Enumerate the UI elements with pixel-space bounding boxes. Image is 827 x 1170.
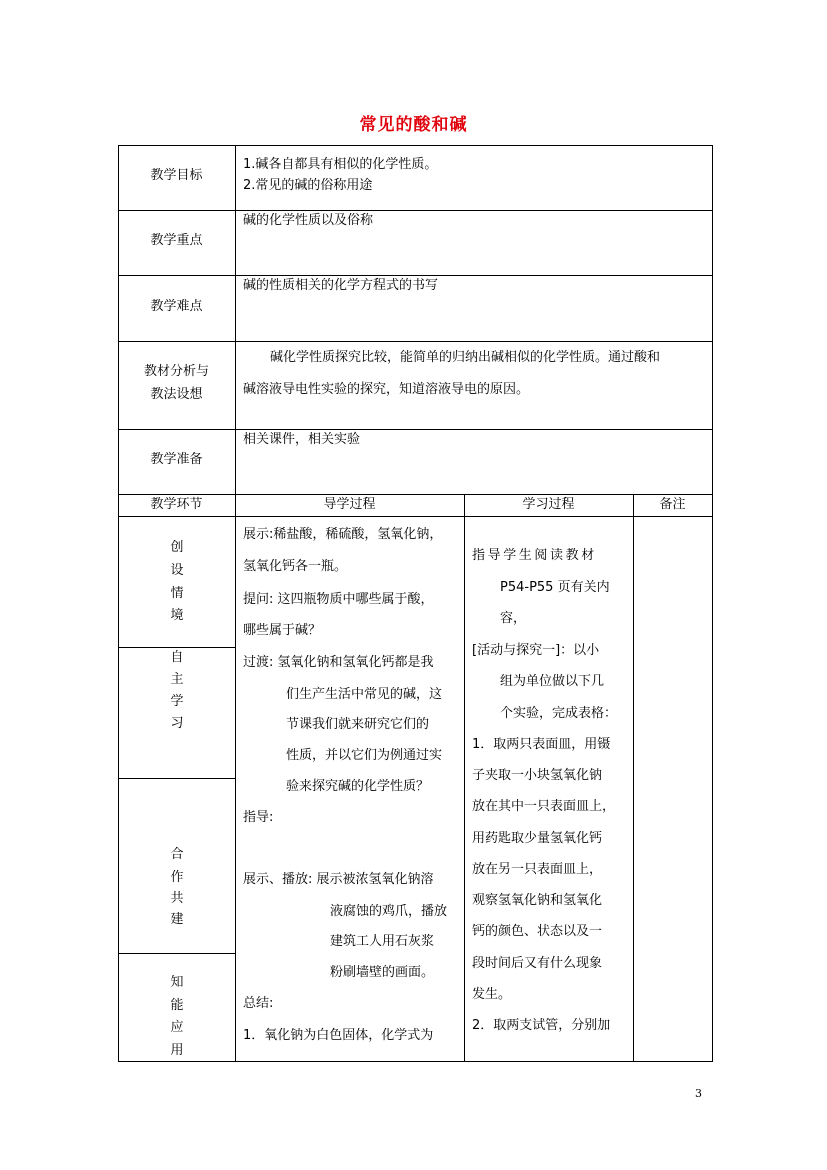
guide-line: 哪些属于碱？ <box>243 623 322 638</box>
learn-line: 2．取两支试管，分别加 <box>472 1018 611 1033</box>
stage-4-char: 能 <box>170 998 184 1013</box>
stage-2-char: 自 <box>170 650 184 665</box>
table-border <box>712 145 713 1062</box>
page-title: 常见的酸和碱 <box>359 115 468 135</box>
prep-text: 相关课件，相关实验 <box>243 432 361 447</box>
table-border <box>118 429 713 430</box>
stage-1-char: 创 <box>170 540 184 555</box>
stage-3-char: 合 <box>170 847 184 862</box>
guide-line: 提问: 这四瓶物质中哪些属于酸， <box>243 592 434 607</box>
analysis-label-1: 教材分析与 <box>143 364 209 379</box>
stage-3-char: 共 <box>170 891 184 906</box>
header-guide: 导学过程 <box>323 497 376 512</box>
page-number: 3 <box>695 1087 702 1100</box>
guide-line: 们生产生活中常见的碱，这 <box>286 687 443 702</box>
stage-2-char: 习 <box>170 716 184 731</box>
table-border <box>118 341 713 342</box>
stage-1-char: 情 <box>170 586 184 601</box>
table-border <box>118 953 235 954</box>
guide-line: 过渡: 氢氧化钠和氢氧化钙都是我 <box>243 655 434 670</box>
table-border <box>118 145 713 146</box>
table-border <box>633 494 634 1062</box>
key-text: 碱的化学性质以及俗称 <box>243 213 374 228</box>
stage-4-char: 知 <box>170 975 184 990</box>
table-border <box>118 210 713 211</box>
table-border <box>118 778 235 779</box>
guide-line: 指导: <box>243 810 274 825</box>
learn-line: 发生。 <box>472 987 512 1002</box>
difficulty-label: 教学难点 <box>150 299 203 314</box>
goal-label: 教学目标 <box>150 168 203 183</box>
table-border <box>118 145 119 1062</box>
learn-line: 钙的颜色、状态以及一 <box>472 924 603 939</box>
analysis-label-2: 教法设想 <box>150 387 203 402</box>
learn-line: P54-P55 页有关内 <box>500 580 610 595</box>
guide-line: 1．氧化钠为白色固体，化学式为 <box>243 1028 434 1043</box>
learn-line: 放在另一只表面皿上， <box>472 862 603 877</box>
guide-line: 液腐蚀的鸡爪，播放 <box>330 904 448 919</box>
learn-line: 观察氢氧化钠和氢氧化 <box>472 893 603 908</box>
stage-1-char: 境 <box>170 608 184 623</box>
analysis-line-2: 碱溶液导电性实验的探究，知道溶液导电的原因。 <box>243 382 530 397</box>
guide-line: 建筑工人用石灰浆 <box>330 934 435 949</box>
table-border <box>235 145 236 1062</box>
prep-label: 教学准备 <box>150 452 203 467</box>
guide-line: 展示:稀盐酸，稀硫酸，氢氧化钠， <box>243 527 443 542</box>
stage-4-char: 用 <box>170 1043 184 1058</box>
learn-line: 用药匙取少量氢氧化钙 <box>472 831 603 846</box>
stage-3-char: 建 <box>170 912 184 927</box>
guide-line: 粉刷墙壁的画面。 <box>330 965 435 980</box>
header-learn: 学习过程 <box>522 497 575 512</box>
difficulty-text: 碱的性质相关的化学方程式的书写 <box>243 278 439 293</box>
learn-line: 指导学生阅读教材 <box>472 548 597 563</box>
guide-line: 氢氧化钙各一瓶。 <box>243 559 348 574</box>
learn-line: 1．取两只表面皿，用镊 <box>472 737 611 752</box>
guide-line: 验来探究碱的化学性质？ <box>286 779 430 794</box>
learn-line: 个实验，完成表格： <box>500 706 618 721</box>
guide-line: 总结: <box>243 996 274 1011</box>
learn-line: 段时间后又有什么现象 <box>472 956 603 971</box>
stage-2-char: 学 <box>170 694 184 709</box>
key-label: 教学重点 <box>150 233 203 248</box>
guide-line: 节课我们就来研究它们的 <box>286 717 430 732</box>
learn-line: 放在其中一只表面皿上， <box>472 799 616 814</box>
learn-line: 容， <box>500 611 527 626</box>
guide-line: 展示、播放: 展示被浓氢氧化钠溶 <box>243 872 434 887</box>
goal-line-1: 1.碱各自都具有相似的化学性质。 <box>243 157 438 172</box>
learn-line: 子夹取一小块氢氧化钠 <box>472 768 603 783</box>
stage-3-char: 作 <box>170 870 184 885</box>
header-notes: 备注 <box>659 497 686 512</box>
guide-line: 性质，并以它们为例通过实 <box>286 748 443 763</box>
learn-line: [活动与探究一]：以小 <box>472 643 600 658</box>
table-border <box>464 494 465 1062</box>
header-stage: 教学环节 <box>150 497 203 512</box>
goal-line-2: 2.常见的碱的俗称用途 <box>243 178 373 193</box>
stage-1-char: 设 <box>170 563 184 578</box>
learn-line: 组为单位做以下几 <box>500 674 605 689</box>
table-border <box>118 1061 713 1062</box>
stage-4-char: 应 <box>170 1020 184 1035</box>
analysis-line-1: 碱化学性质探究比较，能简单的归纳出碱相似的化学性质。通过酸和 <box>270 350 661 365</box>
stage-2-char: 主 <box>170 672 184 687</box>
